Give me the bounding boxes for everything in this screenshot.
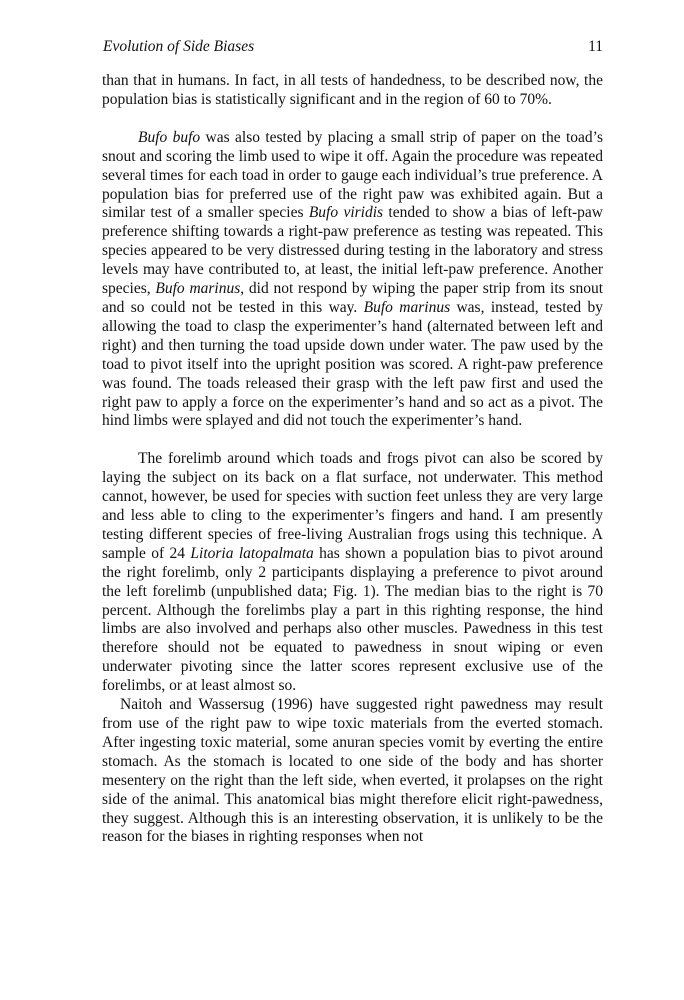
running-title: Evolution of Side Biases [103, 38, 255, 55]
species-name: Bufo marinus, [155, 280, 245, 298]
text-segment: The forelimb around which toads and frogs pivot can also be scored by laying the subject on its back on a flat surface, not underwater. This method cannot, however, be used for species with suction feet unless they are very large and less able to cling to the experimenter’s fingers and hand. I am presently testing different species of free-living Australian frogs using this technique. A sample of 24 [102, 450, 603, 562]
page-body [102, 72, 603, 847]
paragraph-gap [102, 110, 603, 129]
species-name: Litoria latopalmata [190, 544, 314, 562]
text-segment: Naitoh and Wassersug (1996) have suggested right pawedness may result from use of the right paw to wipe toxic materials from the everted stomach. After ingesting toxic material, some anuran species vomit by everting the entire stomach. As the stomach is located to one side of the body and has shorter mesentery on the right than the left side, when everted, it prolapses on the right side of the animal. This anatomical bias might therefore elicit right-pawedness, they suggest. Although this is an interesting observation, it is unlikely to be the reason for the biases in righting responses when not [102, 696, 603, 846]
text-segment: was also tested by placing a small strip of paper on the toad’s snout and scoring the limb used to wipe it off. Again the procedure was repeated several times for each toad in order to gauge each individual’s true preference. A population bias for preferred use of the right paw was exhibited again. But a similar test of a smaller species [102, 128, 603, 222]
paragraph-gap [102, 431, 603, 450]
species-name: Bufo viridis [308, 204, 384, 222]
paragraph-3 [102, 450, 603, 696]
text-segment: has shown a population bias to pivot around the right forelimb, only 2 participants displaying a preference to pivot around the left forelimb (unpublished data; Fig. 1). The median bias to the right is 70 percent. Although the forelimbs play a part in this righting response, the hind limbs are also involved and perhaps also other muscles. Pawedness in this test therefore should not be equated to pawedness in snout wiping or even underwater pivoting since the latter scores represent exclusive use of the forelimbs, or at least almost so. [102, 544, 603, 695]
running-header [103, 38, 603, 56]
paragraph-4 [102, 696, 603, 847]
text-segment: than that in humans. In fact, in all tests of handedness, to be described now, the population bias is statistically significant and in the region of 60 to 70%. [102, 72, 603, 108]
paragraph-1 [102, 72, 603, 110]
text-segment: did not respond by wiping the paper strip from its snout and so could not be tested in this way. [102, 280, 604, 316]
text-segment: was, instead, tested by allowing the toad to clasp the experimenter’s hand (alternated between left and right) and then turning the toad upside down under water. The paw used by the toad to pivot itself into the upright position was scored. A right-paw preference was found. The toads released their grasp with the left paw first and used the right paw to apply a force on the experimenter’s hand and so act as a pivot. The hind limbs were splayed and did not touch the experimenter’s hand. [102, 298, 603, 430]
species-name: Bufo marinus [363, 298, 451, 316]
species-name: Bufo bufo [138, 128, 201, 146]
paragraph-2 [102, 129, 603, 432]
page-number: 11 [588, 38, 603, 55]
text-segment: tended to show a bias of left-paw preference shifting towards a right-paw preference as testing was repeated. This species appeared to be very distressed during testing in the laboratory and stress levels may have contributed to, at least, the initial left-paw preference. Another species, [102, 204, 604, 298]
